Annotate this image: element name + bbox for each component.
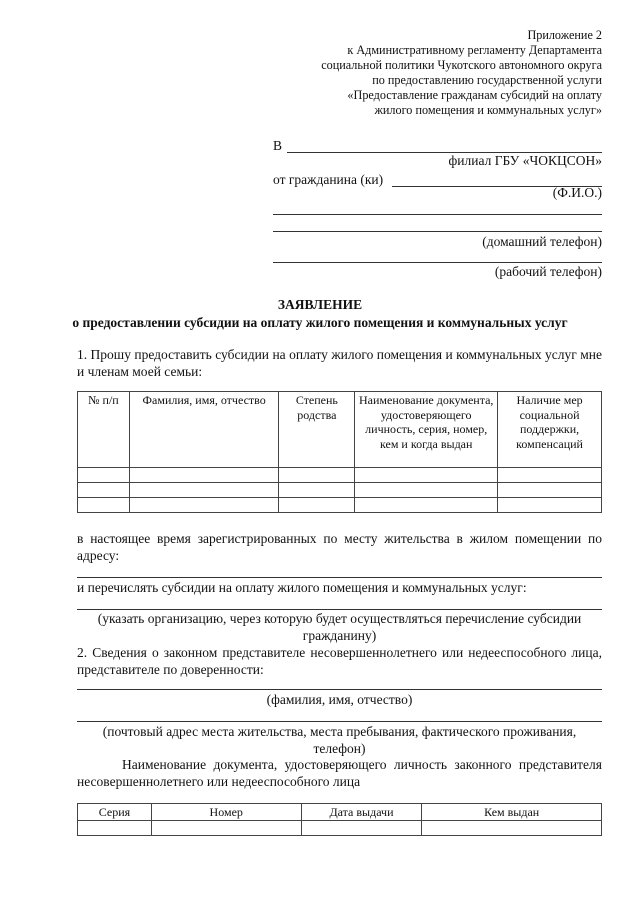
organization-caption: (указать организацию, через которую будет осуществляться перечисление субсидии гражданину) xyxy=(97,611,582,643)
table-cell[interactable] xyxy=(129,498,279,513)
table-cell[interactable] xyxy=(151,821,301,836)
registered-text: в настоящее время зарегистрированных по месту жительства в жилом помещении по адресу: xyxy=(77,531,602,563)
table-cell[interactable] xyxy=(78,821,152,836)
header-full-name: Фамилия, имя, отчество xyxy=(129,392,279,468)
header-number: № п/п xyxy=(78,392,130,468)
home-phone-line[interactable] xyxy=(273,231,602,232)
table-cell[interactable] xyxy=(129,468,279,483)
table-cell[interactable] xyxy=(355,483,498,498)
table-cell[interactable] xyxy=(422,821,602,836)
identity-document-text: Наименование документа, удостоверяющего личность законного представителя несовершеннолетнего или недееспособного лица xyxy=(77,757,602,789)
table-cell[interactable] xyxy=(78,468,130,483)
header-series: Серия xyxy=(78,804,152,821)
table-cell[interactable] xyxy=(279,498,355,513)
table-row xyxy=(78,468,602,483)
work-phone-caption: (рабочий телефон) xyxy=(494,264,602,279)
transfer-text: и перечислять субсидии на оплату жилого помещения и коммунальных услуг: xyxy=(77,580,527,595)
table-cell[interactable] xyxy=(129,483,279,498)
table-cell[interactable] xyxy=(301,821,422,836)
header-issued-by: Кем выдан xyxy=(422,804,602,821)
table-row xyxy=(78,483,602,498)
table-cell[interactable] xyxy=(78,498,130,513)
appendix-header xyxy=(321,28,602,118)
family-table xyxy=(77,391,602,513)
appendix-line: жилого помещения и коммунальных услуг» xyxy=(374,103,602,117)
header-social-support: Наличие мер социальной поддержки, компенсаций xyxy=(498,392,602,468)
table-row xyxy=(78,498,602,513)
header-doc-number: Номер xyxy=(151,804,301,821)
header-issue-date: Дата выдачи xyxy=(301,804,422,821)
table-cell[interactable] xyxy=(279,468,355,483)
table-cell[interactable] xyxy=(279,483,355,498)
table-cell[interactable] xyxy=(498,468,602,483)
to-prefix: В xyxy=(273,138,283,153)
table-cell[interactable] xyxy=(355,468,498,483)
home-phone-caption: (домашний телефон) xyxy=(482,234,602,249)
appendix-line: Приложение 2 xyxy=(527,28,602,42)
appendix-line: «Предоставление гражданам субсидий на оплату xyxy=(347,88,602,102)
family-table-header-row xyxy=(78,392,602,468)
name-caption: (фамилия, имя, отчество) xyxy=(266,692,413,707)
table-cell[interactable] xyxy=(78,483,130,498)
appendix-line: по предоставлению государственной услуги xyxy=(372,73,602,87)
header-relation: Степень родства xyxy=(279,392,355,468)
table-cell[interactable] xyxy=(498,483,602,498)
fio-caption: (Ф.И.О.) xyxy=(552,185,602,200)
table-cell[interactable] xyxy=(355,498,498,513)
identity-document-table xyxy=(77,803,602,836)
branch-name: филиал ГБУ «ЧОКЦСОН» xyxy=(448,153,602,168)
section-2-text: 2. Сведения о законном представителе несовершеннолетнего или недееспособного лица, представителе по доверенности: xyxy=(77,645,602,677)
document-title: ЗАЯВЛЕНИЕ xyxy=(277,297,363,312)
address-line[interactable] xyxy=(77,577,602,578)
appendix-line: к Административному регламенту Департамента xyxy=(347,43,602,57)
identity-table-header-row xyxy=(78,804,602,821)
from-label: от гражданина (ки) xyxy=(273,172,384,187)
representative-name-line[interactable] xyxy=(77,689,602,690)
applicant-address-line[interactable] xyxy=(273,214,602,215)
address-caption: (почтовый адрес места жительства, места пребывания, фактического проживания, телефон) xyxy=(102,724,577,756)
document-subtitle: о предоставлении субсидии на оплату жилого помещения и коммунальных услуг xyxy=(72,315,568,330)
section-1-text: 1. Прошу предоставить субсидии на оплату жилого помещения и коммунальных услуг мне и членам моей семьи: xyxy=(77,347,602,379)
appendix-line: социальной политики Чукотского автономного округа xyxy=(321,58,602,72)
representative-address-line[interactable] xyxy=(77,721,602,722)
table-row xyxy=(78,821,602,836)
header-identity-document: Наименование документа, удостоверяющего личность, серия, номер, кем и когда выдан xyxy=(355,392,498,468)
table-cell[interactable] xyxy=(498,498,602,513)
